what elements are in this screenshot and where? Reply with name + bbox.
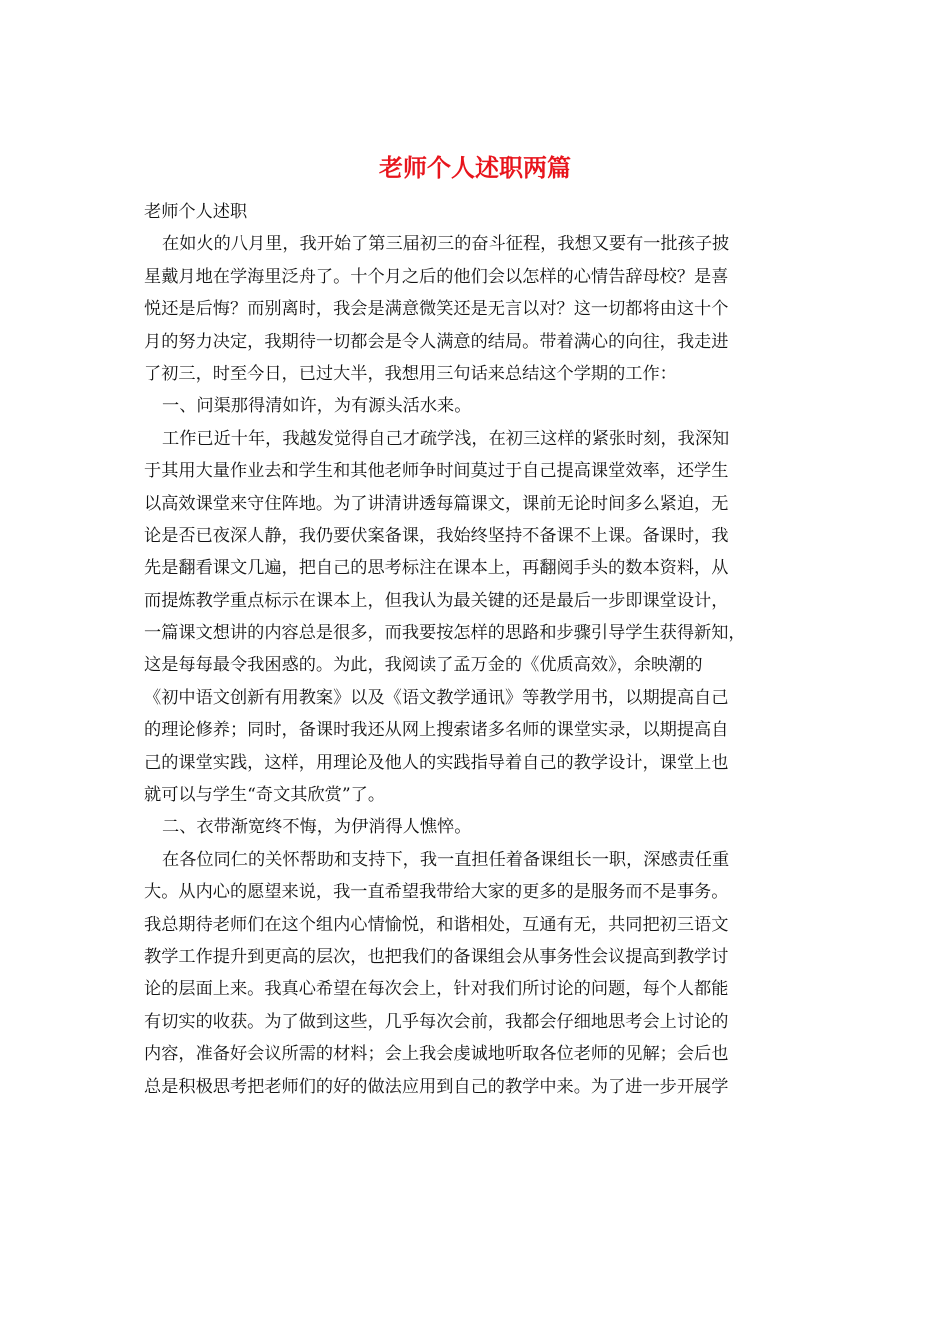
document-title: 老师个人述职两篇	[379, 153, 571, 182]
text-line: 了初三，时至今日，已过大半，我想用三句话来总结这个学期的工作：	[144, 363, 677, 384]
text-line: 内容，准备好会议所需的材料；会上我会虔诚地听取各位老师的见解；会后也	[144, 1044, 729, 1065]
text-line: 先是翻看课文几遍，把自己的思考标注在课本上，再翻阅手头的数本资料，从	[144, 558, 729, 579]
text-line: 的理论修养；同时，备课时我还从网上搜索诸多名师的课堂实录，以期提高自	[144, 720, 729, 741]
text-line: 有切实的收获。为了做到这些，几乎每次会前，我都会仔细地思考会上讨论的	[144, 1011, 729, 1032]
text-line: 论的层面上来。我真心希望在每次会上，针对我们所讨论的问题，每个人都能	[144, 979, 729, 1000]
text-line: 这是每每最令我困惑的。为此，我阅读了孟万金的《优质高效》，余映潮的	[144, 655, 703, 676]
text-line: 总是积极思考把老师们的好的做法应用到自己的教学中来。为了进一步开展学	[144, 1076, 729, 1097]
text-line: 一篇课文想讲的内容总是很多，而我要按怎样的思路和步骤引导学生获得新知，	[144, 623, 746, 644]
text-line: 《初中语文创新有用教案》以及《语文教学通讯》等教学用书，以期提高自己	[144, 687, 729, 708]
text-line: 论是否已夜深人静，我仍要伏案备课，我始终坚持不备课不上课。备课时，我	[144, 525, 729, 546]
text-line: 二、衣带渐宽终不悔，为伊消得人憔悴。	[162, 817, 472, 838]
text-line: 星戴月地在学海里泛舟了。十个月之后的他们会以怎样的心情告辞母校？是喜	[144, 266, 729, 287]
text-line: 一、问渠那得清如许，为有源头活水来。	[162, 396, 472, 417]
text-line: 在如火的八月里，我开始了第三届初三的奋斗征程，我想又要有一批孩子披	[162, 234, 730, 255]
text-line: 月的努力决定，我期待一切都会是令人满意的结局。带着满心的向往，我走进	[144, 331, 729, 352]
section-heading: 老师个人述职	[144, 202, 248, 222]
text-line: 悦还是后悔？而别离时，我会是满意微笑还是无言以对？这一切都将由这十个	[144, 299, 729, 320]
document-body	[144, 196, 810, 1103]
text-line: 以高效课堂来守住阵地。为了讲清讲透每篇课文，课前无论时间多么紧迫，无	[144, 493, 729, 514]
text-line: 教学工作提升到更高的层次，也把我们的备课组会从事务性会议提高到教学讨	[144, 946, 729, 967]
text-line: 于其用大量作业去和学生和其他老师争时间莫过于自己提高课堂效率，还学生	[144, 461, 729, 482]
text-line: 在各位同仁的关怀帮助和支持下，我一直担任着备课组长一职，深感责任重	[162, 849, 730, 870]
text-line: 己的课堂实践，这样，用理论及他人的实践指导着自己的教学设计，课堂上也	[144, 752, 729, 773]
text-line: 就可以与学生“奇文其欣赏”了。	[144, 785, 386, 806]
text-line: 大。从内心的愿望来说，我一直希望我带给大家的更多的是服务而不是事务。	[144, 882, 729, 903]
text-line: 工作已近十年，我越发觉得自己才疏学浅，在初三这样的紧张时刻，我深知	[162, 428, 730, 449]
text-line: 我总期待老师们在这个组内心情愉悦，和谐相处，互通有无，共同把初三语文	[144, 914, 729, 935]
text-line: 而提炼教学重点标示在课本上，但我认为最关键的还是最后一步即课堂设计，	[144, 590, 729, 611]
